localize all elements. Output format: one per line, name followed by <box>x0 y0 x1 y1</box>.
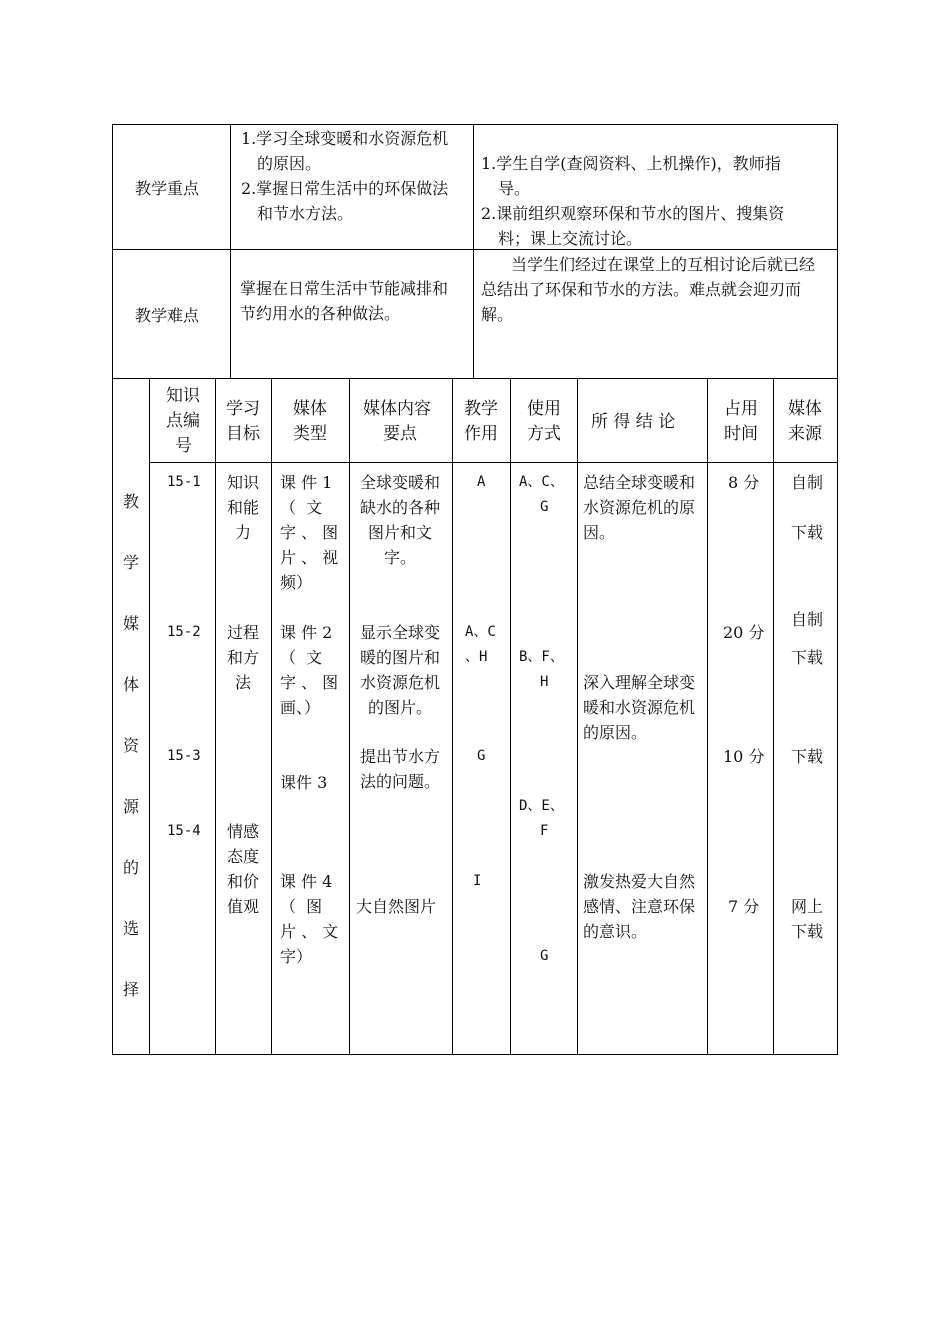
time-cell: 8 分 <box>728 473 760 492</box>
conclusion: 水资源危机的原 <box>583 498 696 517</box>
usage-method: G <box>540 499 549 515</box>
point-id: 15-3 <box>167 748 201 764</box>
side-label-char: 学 <box>123 553 140 572</box>
column-divider <box>230 124 231 379</box>
usage-method: H <box>540 674 549 690</box>
learning-goal: 态度 <box>227 847 260 866</box>
usage-method: F <box>540 823 549 839</box>
conclusion: 激发热爱大自然 <box>583 872 696 891</box>
header-conclusion: 所 得 结 论 <box>591 412 676 432</box>
key-points-label: 教学重点 <box>135 179 200 198</box>
header-role: 作用 <box>464 424 498 444</box>
usage-method: A、C、 <box>519 474 564 490</box>
difficulties-content-line: 节约用水的各种做法。 <box>240 304 401 323</box>
teaching-method-line: 导。 <box>498 179 531 198</box>
teaching-method-line: 料；课上交流讨论。 <box>498 229 643 248</box>
teaching-role: G <box>477 748 486 764</box>
side-label-char: 教 <box>123 492 140 511</box>
teaching-role: I <box>473 873 482 889</box>
usage-method: D、E、 <box>519 798 564 814</box>
usage-method: G <box>540 948 549 964</box>
media-type: 课件 3 <box>280 773 328 792</box>
media-type: 频） <box>280 573 313 592</box>
source-cell: 下载 <box>791 523 824 542</box>
time-cell: 20 分 <box>723 623 765 642</box>
column-divider <box>577 378 578 1055</box>
difficulties-solution-line: 解。 <box>481 305 514 324</box>
media-content: 缺水的各种 <box>360 498 441 517</box>
media-content: 暖的图片和 <box>360 648 441 667</box>
column-divider <box>149 378 150 1055</box>
learning-goal: 知识 <box>227 473 260 492</box>
conclusion: 的原因。 <box>583 723 648 742</box>
difficulties-label: 教学难点 <box>135 306 200 325</box>
header-source: 媒体 <box>788 399 822 419</box>
media-content: 全球变暖和 <box>360 473 441 492</box>
key-points-goal-line: 和节水方法。 <box>257 204 354 223</box>
source-cell: 下载 <box>791 922 824 941</box>
learning-goal: 和价 <box>227 872 260 891</box>
column-divider <box>707 378 708 1055</box>
learning-goal: 法 <box>235 673 252 692</box>
header-goal: 目标 <box>226 424 260 444</box>
column-divider <box>271 378 272 1055</box>
side-label-char: 的 <box>123 858 140 877</box>
conclusion: 总结全球变暖和 <box>583 473 696 492</box>
source-cell: 下载 <box>791 648 824 667</box>
time-cell: 7 分 <box>728 897 760 916</box>
point-id: 15-4 <box>167 823 201 839</box>
media-type: 课 件 2 <box>280 623 333 642</box>
side-label-char: 资 <box>123 736 140 755</box>
media-type: 画、） <box>280 698 321 717</box>
header-point-no: 号 <box>175 436 192 456</box>
learning-goal: 和方 <box>227 648 260 667</box>
conclusion: 深入理解全球变 <box>583 673 696 692</box>
side-label-char: 择 <box>123 980 140 999</box>
teaching-role: A <box>477 474 486 490</box>
table-border-bottom <box>112 1054 838 1055</box>
key-points-goal-line: 的原因。 <box>257 154 322 173</box>
media-type: 字） <box>280 947 313 966</box>
difficulties-solution-line: 总结出了环保和节水的方法。难点就会迎刃而 <box>481 280 802 299</box>
header-role: 教学 <box>464 399 498 419</box>
header-time: 占用 <box>724 399 758 419</box>
learning-goal: 过程 <box>227 623 260 642</box>
difficulties-solution-line: 当学生们经过在课堂上的互相讨论后就已经 <box>511 255 816 274</box>
media-type: 课 件 1 <box>280 473 333 492</box>
header-content: 媒体内容 <box>363 399 431 419</box>
header-usage: 使用 <box>527 399 561 419</box>
header-media-type: 媒体 <box>293 399 327 419</box>
header-content: 要点 <box>383 424 417 444</box>
column-divider <box>773 378 774 1055</box>
point-id: 15-2 <box>167 624 201 640</box>
learning-goal: 情感 <box>227 822 260 841</box>
header-point-no: 点编 <box>166 411 200 431</box>
table-border-right <box>837 124 838 1055</box>
header-divider <box>149 462 838 463</box>
difficulties-content-line: 掌握在日常生活中节能减排和 <box>240 279 449 298</box>
media-type: 片 、 文 <box>280 922 339 941</box>
media-type: （ 图 <box>280 897 323 916</box>
row-divider <box>112 249 838 250</box>
header-source: 来源 <box>788 424 822 444</box>
header-time: 时间 <box>724 424 758 444</box>
conclusion: 的意识。 <box>583 922 648 941</box>
media-content: 字。 <box>384 548 417 567</box>
learning-goal: 值观 <box>227 897 260 916</box>
conclusion: 暖和水资源危机 <box>583 698 696 717</box>
side-label-char: 选 <box>123 919 140 938</box>
media-content: 提出节水方 <box>360 747 441 766</box>
teaching-role: A、C <box>465 624 496 640</box>
key-points-goal-line: 2.掌握日常生活中的环保做法 <box>241 179 449 198</box>
side-label-char: 体 <box>123 675 140 694</box>
media-type: 片 、 视 <box>280 548 339 567</box>
media-content: 水资源危机 <box>360 673 441 692</box>
teaching-role: 、H <box>465 649 488 665</box>
media-type: 字 、 图 <box>280 673 339 692</box>
usage-method: B、F、 <box>519 649 564 665</box>
media-type: （ 文 <box>280 648 323 667</box>
learning-goal: 力 <box>235 523 252 542</box>
table-border-top <box>112 124 838 125</box>
teaching-method-line: 1.学生自学(查阅资料、上机操作)，教师指 <box>481 154 781 173</box>
column-divider <box>473 124 474 379</box>
conclusion: 感情、注意环保 <box>583 897 696 916</box>
row-divider <box>112 378 838 379</box>
table-border-left <box>112 124 113 1055</box>
teaching-method-line: 2.课前组织观察环保和节水的图片、搜集资 <box>481 204 785 223</box>
column-divider <box>510 378 511 1055</box>
point-id: 15-1 <box>167 474 201 490</box>
source-cell: 自制 <box>791 610 824 629</box>
media-content: 大自然图片 <box>356 897 437 916</box>
column-divider <box>215 378 216 1055</box>
media-content: 图片和文 <box>368 523 433 542</box>
media-type: 课 件 4 <box>280 872 333 891</box>
learning-goal: 和能 <box>227 498 260 517</box>
media-type: 字 、 图 <box>280 523 339 542</box>
source-cell: 自制 <box>791 473 824 492</box>
header-point-no: 知识 <box>166 386 200 406</box>
conclusion: 因。 <box>583 523 616 542</box>
header-usage: 方式 <box>527 424 561 444</box>
source-cell: 网上 <box>791 897 824 916</box>
time-cell: 10 分 <box>723 747 765 766</box>
column-divider <box>452 378 453 1055</box>
media-type: （ 文 <box>280 498 323 517</box>
media-content: 显示全球变 <box>360 623 441 642</box>
side-label-char: 源 <box>123 797 140 816</box>
source-cell: 下载 <box>791 747 824 766</box>
side-label-char: 媒 <box>123 614 140 633</box>
media-content: 的图片。 <box>368 698 433 717</box>
key-points-goal-line: 1.学习全球变暖和水资源危机 <box>241 129 449 148</box>
media-content: 法的问题。 <box>360 772 441 791</box>
header-media-type: 类型 <box>293 424 327 444</box>
header-goal: 学习 <box>226 399 260 419</box>
column-divider <box>349 378 350 1055</box>
